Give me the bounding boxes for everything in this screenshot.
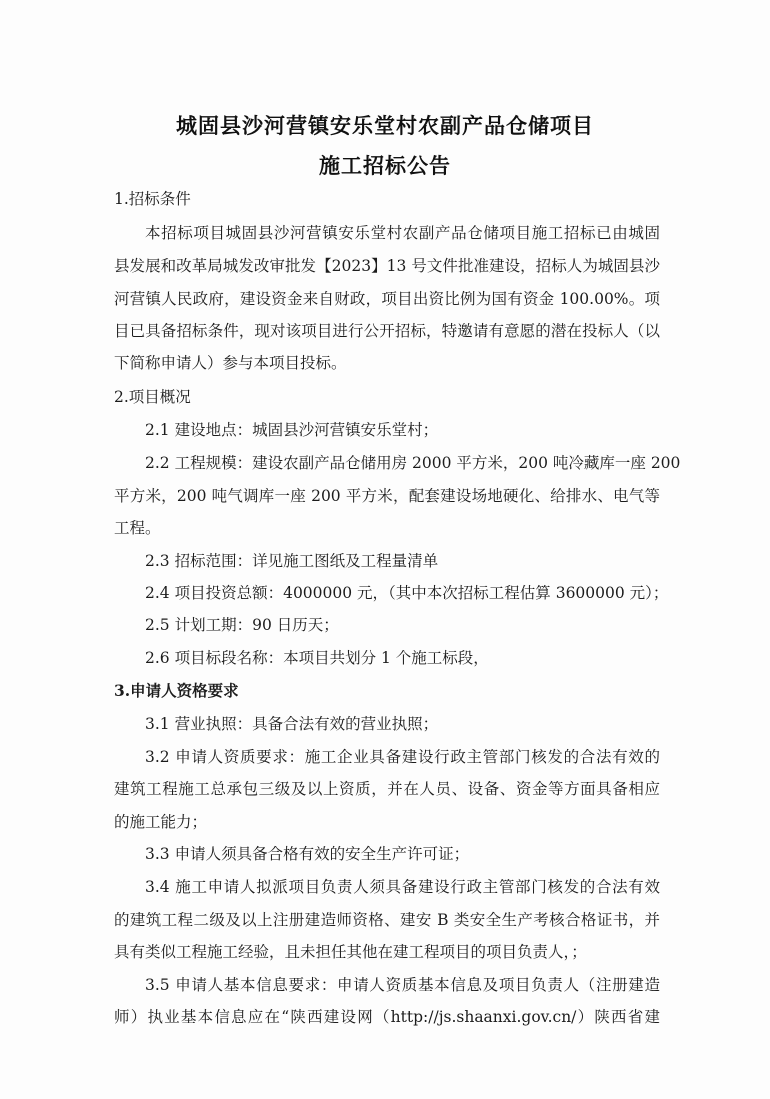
section-heading-3: 3.申请人资格要求 [114,681,239,700]
paragraph-line: 河营镇人民政府，建设资金来自财政，项目出资比例为国有资金 100.00%。项 [114,290,660,308]
paragraph-line: 本招标项目城固县沙河营镇安乐堂村农副产品仓储项目施工招标已由城固 [145,224,660,242]
paragraph-line: 县发展和改革局城发改审批发【2023】13 号文件批准建设，招标人为城固县沙 [114,257,660,275]
paragraph-line: 的建筑工程二级及以上注册建造师资格、建安 B 类安全生产考核合格证书，并 [114,911,660,929]
paragraph-line: 工程。 [114,519,161,537]
section-heading-1: 1.招标条件 [114,190,191,208]
paragraph-line: 师）执业基本信息应在“陕西建设网（http://js.shaanxi.gov.cn/）陕西省建 [114,1008,660,1026]
document-title: 城固县沙河营镇安乐堂村农副产品仓储项目 [176,114,594,138]
list-item: 3.3 申请人须具备合格有效的安全生产许可证； [145,845,470,863]
list-item: 2.2 工程规模：建设农副产品仓储用房 2000 平方米，200 吨冷藏库一座 200 [145,454,681,472]
list-item: 3.4 施工申请人拟派项目负责人须具备建设行政主管部门核发的合法有效 [145,878,660,896]
list-item: 3.5 申请人基本信息要求：申请人资质基本信息及项目负责人（注册建造 [145,976,660,994]
list-item: 2.4 项目投资总额：4000000 元，（其中本次招标工程估算 3600000 元）； [145,584,669,602]
paragraph-line: 具有类似工程施工经验，且未担任其他在建工程项目的项目负责人，； [114,943,587,961]
paragraph-line: 目已具备招标条件，现对该项目进行公开招标，特邀请有意愿的潜在投标人（以 [114,322,660,340]
paragraph-line: 建筑工程施工总承包三级及以上资质，并在人员、设备、资金等方面具备相应 [114,780,660,798]
list-item: 2.5 计划工期：90 日历天； [145,616,339,634]
paragraph-line: 的施工能力； [114,813,208,831]
paragraph-line: 平方米，200 吨气调库一座 200 平方米，配套建设场地硬化、给排水、电气等 [114,487,660,505]
list-item: 2.3 招标范围：详见施工图纸及工程量清单 [145,552,439,570]
list-item: 3.1 营业执照：具备合法有效的营业执照； [145,715,439,733]
list-item: 2.1 建设地点：城固县沙河营镇安乐堂村； [145,421,439,439]
list-item: 3.2 申请人资质要求：施工企业具备建设行政主管部门核发的合法有效的 [145,748,660,766]
section-heading-2: 2.项目概况 [114,388,191,406]
paragraph-line: 下简称申请人）参与本项目投标。 [114,354,347,372]
document-subtitle: 施工招标公告 [319,154,451,178]
list-item: 2.6 项目标段名称：本项目共划分 1 个施工标段， [145,649,489,667]
